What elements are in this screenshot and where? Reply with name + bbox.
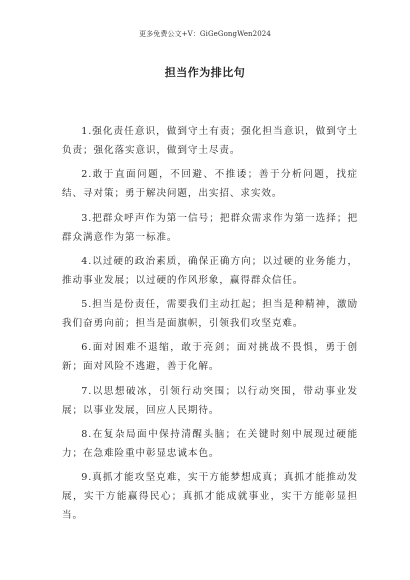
paragraph-item-3: 3.把群众呼声作为第一信号；把群众需求作为第一选择；把群众满意作为第一标准。 [62,212,358,243]
paragraph-item-7: 7.以思想破冰，引领行动突围；以行动突围，带动事业发展；以事业发展，回应人民期待。 [62,385,358,416]
paragraph-item-4: 4.以过硬的政治素质，确保正确方向；以过硬的业务能力，推动事业发展；以过硬的作风形象，赢得群众信任。 [62,255,358,286]
paragraph-item-5: 5.担当是份责任，需要我们主动扛起；担当是种精神，激励我们奋勇向前；担当是面旗帜，引领我们攻坚克难。 [62,299,358,330]
paragraph-item-1: 1.强化责任意识，做到守土有责；强化担当意识，做到守土负责；强化落实意识，做到守土尽责。 [62,126,358,156]
paragraph-item-2: 2.敢于直面问题，不回避、不推诿；善于分析问题，找症结、寻对策；勇于解决问题，出实招、求实效。 [62,169,358,200]
paragraph-item-6: 6.面对困难不退缩，敢于亮剑；面对挑战不畏惧，勇于创新；面对风险不逃避，善于化解。 [62,342,358,373]
paragraph-item-9: 9.真抓才能攻坚克难，实干方能梦想成真；真抓才能推动发展，实干方能赢得民心；真抓才能成就事业，实干方能彰显担当。 [62,472,358,522]
header-note: 更多免费公文+V：GiGeGongWen2024 [139,30,271,38]
document-body [62,122,358,531]
document-title: 担当作为排比句 [164,66,246,79]
paragraph-item-8: 8.在复杂局面中保持清醒头脑；在关键时刻中展现过硬能力；在急难险重中彰显忠诚本色。 [62,429,358,460]
